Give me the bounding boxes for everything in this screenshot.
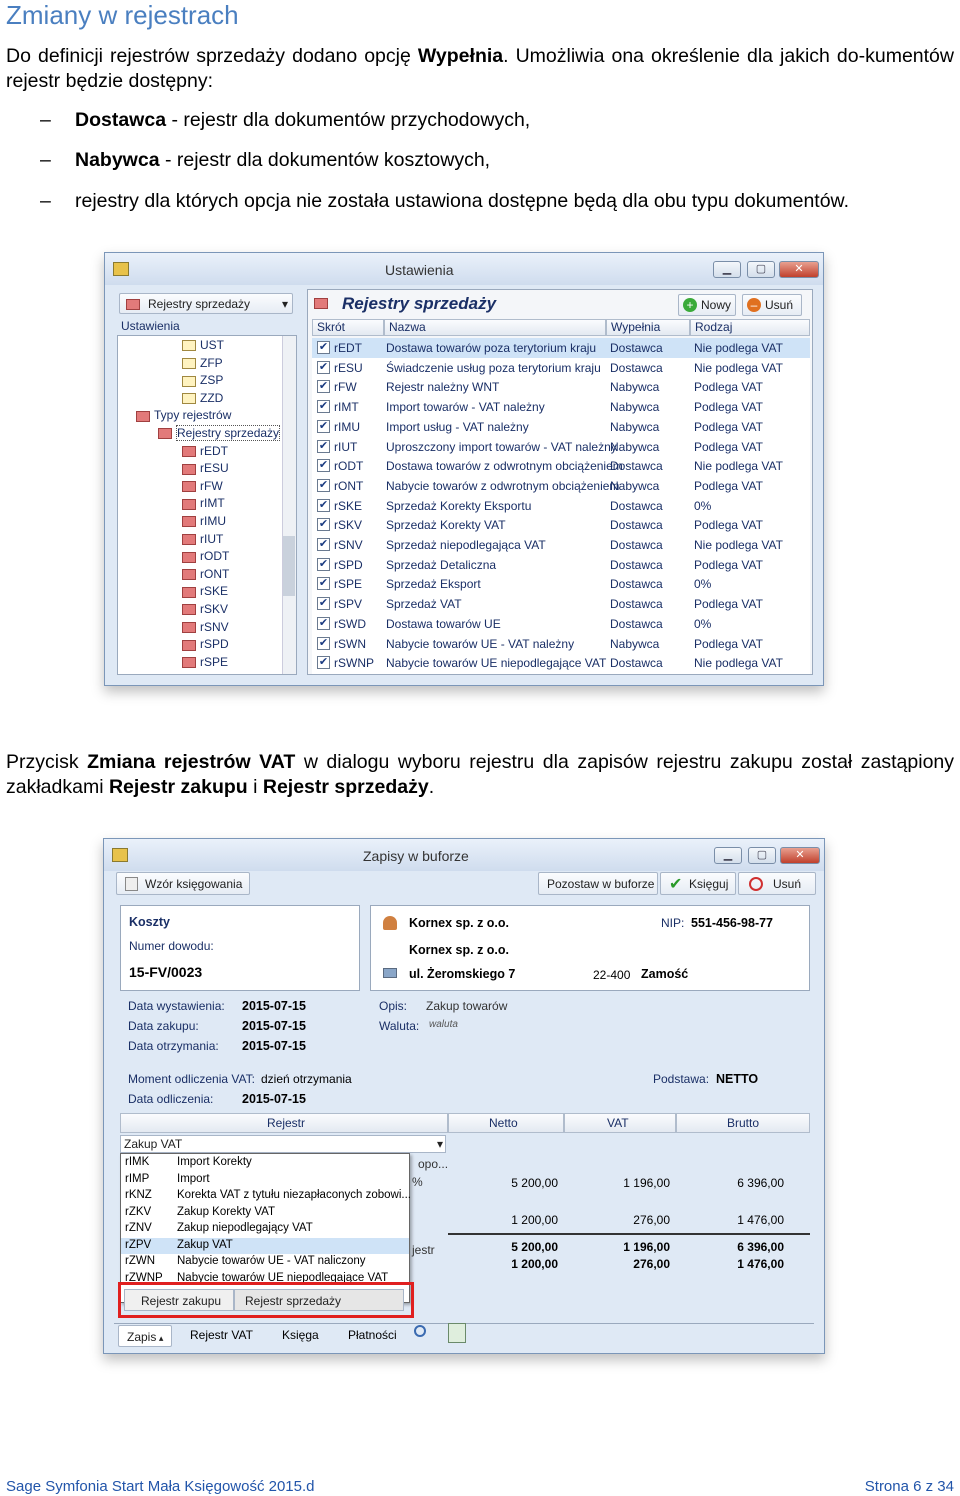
table-cell: Dostawca (610, 616, 663, 631)
dropdown-item[interactable] (121, 1254, 409, 1271)
register-icon (182, 516, 196, 527)
table-cell: Sprzedaż Korekty Eksportu (386, 498, 532, 513)
table-cell: Dostawca (610, 656, 663, 671)
table-cell: rSWD (334, 616, 366, 631)
footer-right: Strona 6 z 34 (864, 1478, 954, 1495)
checkbox[interactable]: ✔ (318, 616, 329, 629)
nip-value: 551-456-98-77 (691, 916, 774, 930)
dropdown-cell: rIMK (125, 1156, 150, 1168)
table-cell: Nabywca (610, 400, 660, 415)
dropdown-cell: Zakup VAT (177, 1238, 233, 1251)
registers-table (312, 338, 810, 674)
second-paragraph: Przycisk Zmiana rejestrów VAT w dialogu wyboru rejestru dla zapisów rejestru zakupu został zastąpiony zakładkami Rejestr zakupu i Rejestr sprzedaży. (6, 751, 955, 798)
window-title: Zapisy w buforze (363, 848, 469, 864)
tree-item[interactable]: Rejestry sprzedaży (158, 426, 280, 440)
close-button[interactable]: ✕ (779, 261, 819, 278)
basis-value[interactable]: NETTO (716, 1072, 759, 1086)
table-cell: rSKV (334, 518, 363, 533)
tree-item[interactable]: rIMU (182, 514, 226, 528)
tree-item[interactable]: UST (182, 338, 224, 352)
table-row[interactable] (312, 397, 810, 417)
dropdown-cell: rZKV (125, 1205, 152, 1218)
doc-number-label: Numer dowodu: (129, 939, 214, 953)
table-cell: rODT (334, 459, 364, 474)
posting-template-button[interactable]: Wzór księgowania (116, 872, 250, 895)
dropdown-item[interactable] (121, 1155, 409, 1172)
table-cell: rSWN (334, 636, 366, 651)
table-cell: rIUT (334, 439, 358, 454)
brutto-total: 1 476,00 (737, 1257, 784, 1271)
tree-scrollbar[interactable] (282, 336, 296, 674)
minimize-button[interactable]: ▁ (713, 261, 741, 278)
checkbox[interactable]: ✔ (318, 498, 329, 511)
template-icon (125, 877, 138, 891)
chevron-down-icon: ▾ (281, 297, 288, 311)
postal-code: 22-400 (593, 968, 631, 982)
dropdown-item[interactable] (121, 1221, 409, 1238)
description-value: Zakup towarów (426, 999, 508, 1013)
table-cell: Dostawa towarów poza terytorium kraju (386, 341, 597, 355)
cancel-icon (749, 877, 763, 891)
register-icon (314, 298, 328, 309)
table-cell: Podlega VAT (694, 419, 763, 434)
currency-label: Waluta: (379, 1019, 420, 1033)
checkbox[interactable]: ✔ (318, 577, 329, 590)
checkbox[interactable]: ✔ (318, 478, 329, 491)
table-row[interactable] (312, 476, 810, 496)
table-cell: rEDT (334, 341, 362, 355)
tab-entry[interactable]: Zapis ▴ (118, 1325, 172, 1347)
checkbox[interactable]: ✔ (318, 538, 329, 550)
table-cell: Dostawca (610, 597, 663, 612)
table-cell: rIMU (334, 419, 360, 434)
vat-total: 1 196,00 (623, 1240, 670, 1254)
new-button[interactable]: + Nowy (678, 294, 736, 316)
table-cell: 0% (694, 616, 712, 631)
document-panel (120, 905, 360, 991)
table-cell: rESU (334, 360, 363, 375)
table-row[interactable] (312, 653, 810, 673)
table-cell: rSPE (334, 577, 363, 592)
purchase-date-label: Data zakupu: (128, 1019, 199, 1033)
table-cell: Sprzedaż VAT (386, 597, 462, 612)
table-row[interactable] (312, 614, 810, 634)
table-cell: Nie podlega VAT (694, 360, 783, 375)
check-icon: ✔ (669, 876, 683, 893)
table-cell: Nie podlega VAT (694, 656, 783, 671)
document-type: Koszty (129, 915, 170, 929)
table-cell: Podlega VAT (694, 400, 763, 415)
table-cell: Sprzedaż niepodlegająca VAT (386, 538, 546, 552)
leave-in-buffer-button[interactable]: Pozostaw w buforze (538, 872, 658, 895)
contractor-name: Kornex sp. z o.o. (409, 916, 510, 930)
table-row[interactable] (312, 437, 810, 457)
maximize-button[interactable]: ▢ (747, 261, 775, 278)
deduction-date-label: Data odliczenia: (128, 1092, 214, 1106)
register-combo[interactable]: Rejestry sprzedaży ▾ (119, 293, 293, 314)
table-row[interactable] (312, 338, 810, 358)
table-cell: Uproszczony import towarów - VAT należny (386, 439, 617, 454)
col-header-netto[interactable]: Netto (448, 1113, 564, 1133)
dropdown-cell: rKNZ (125, 1189, 152, 1201)
brutto-total: 6 396,00 (737, 1240, 784, 1254)
table-cell: rSPD (334, 557, 363, 572)
tab-sales-register[interactable]: Rejestr sprzedaży (234, 1289, 404, 1311)
street: ul. Żeromskiego 7 (409, 967, 516, 981)
delete-button[interactable]: Usuń (738, 872, 816, 895)
table-cell: Sprzedaż Korekty VAT (386, 518, 506, 533)
table-cell: Dostawca (610, 557, 663, 572)
checkbox[interactable]: ✔ (318, 439, 329, 452)
dropdown-cell: Zakup Korekty VAT (177, 1205, 275, 1218)
checkbox[interactable]: ✔ (318, 636, 329, 649)
tree-item[interactable]: rSPE (182, 655, 228, 669)
table-cell: Nabywca (610, 380, 660, 395)
cell-fragment: % (412, 1175, 423, 1189)
tree-item[interactable]: rIMT (182, 496, 225, 510)
col-header-rodzaj[interactable]: Rodzaj (690, 319, 810, 336)
contractor-fullname: Kornex sp. z o.o. (409, 943, 510, 957)
table-cell: Nabywca (610, 636, 660, 651)
purchase-date: 2015-07-15 (242, 1019, 306, 1033)
table-cell: Dostawca (610, 518, 663, 533)
maximize-button[interactable]: ▢ (748, 847, 776, 864)
minus-icon: – (747, 298, 761, 312)
table-row[interactable] (312, 594, 810, 614)
register-dropdown (120, 1153, 410, 1303)
table-cell: rFW (334, 380, 357, 395)
tree-item[interactable]: rEDT (182, 444, 228, 458)
page-heading: Zmiany w rejestrach (6, 0, 239, 30)
checkbox[interactable]: ✔ (318, 400, 329, 413)
dropdown-cell: rZWNP (125, 1271, 163, 1284)
dropdown-cell: rZPV (125, 1238, 152, 1251)
register-icon (182, 464, 196, 475)
checkbox[interactable]: ✔ (318, 360, 329, 373)
col-header-nazwa[interactable]: Nazwa (384, 319, 606, 336)
checkbox[interactable]: ✔ (318, 341, 329, 353)
vat-cell: 276,00 (633, 1213, 670, 1227)
document-icon (182, 340, 196, 351)
dropdown-cell: Import (177, 1172, 210, 1185)
tab-payments[interactable]: Płatności (348, 1328, 397, 1342)
panel-title: Rejestry sprzedaży (342, 294, 497, 313)
tab-vat-register[interactable]: Rejestr VAT (190, 1328, 253, 1342)
table-row[interactable] (312, 535, 810, 555)
table-cell: rONT (334, 478, 364, 493)
receipt-date-label: Data otrzymania: (128, 1039, 219, 1053)
checkbox[interactable]: ✔ (318, 557, 329, 570)
table-cell: 0% (694, 577, 712, 592)
vat-total: 276,00 (633, 1257, 670, 1271)
buffer-window (103, 838, 825, 1354)
table-cell: rSWNP (334, 656, 374, 671)
cell-fragment: jestr (412, 1243, 435, 1257)
checkbox[interactable]: ✔ (318, 656, 329, 669)
register-icon (182, 534, 196, 545)
table-cell: Dostawa towarów z odwrotnym obciążeniem (386, 459, 623, 474)
register-icon (182, 657, 196, 668)
notes-icon[interactable] (448, 1323, 466, 1343)
intro-paragraph: Do definicji rejestrów sprzedaży dodano opcję Wypełnia. Umożliwia ona określenie dla jakich do-kumentów rejestr będzie dostępny: (6, 45, 954, 92)
vat-moment[interactable]: dzień otrzymania (261, 1072, 352, 1086)
netto-cell: 5 200,00 (511, 1176, 558, 1190)
tree-item[interactable]: rSPD (182, 637, 229, 651)
checkbox[interactable]: ✔ (318, 459, 329, 472)
close-button[interactable]: ✕ (780, 847, 820, 864)
register-icon (136, 411, 150, 422)
col-header-wypelnia[interactable]: Wypełnia (606, 319, 690, 336)
register-icon (158, 428, 172, 439)
tab-purchase-register[interactable]: Rejestr zakupu (124, 1289, 234, 1311)
register-icon (182, 552, 196, 563)
register-icon (182, 640, 196, 651)
table-row[interactable] (312, 417, 810, 437)
chevron-down-icon: ▾ (436, 1137, 443, 1151)
settings-window (104, 252, 824, 686)
dropdown-cell: Nabycie towarów UE - VAT naliczony (177, 1255, 366, 1267)
checkbox[interactable]: ✔ (318, 419, 329, 432)
tree-item[interactable]: rSNV (182, 620, 229, 634)
register-icon (182, 446, 196, 457)
document-icon (182, 358, 196, 369)
app-icon (113, 262, 129, 276)
dropdown-cell: rZWN (125, 1255, 156, 1267)
table-cell: Sprzedaż Eksport (386, 577, 481, 592)
settings-tree (117, 335, 297, 675)
table-cell: Dostawca (610, 498, 663, 513)
dropdown-cell: rZNV (125, 1222, 152, 1234)
footer-left: Sage Symfonia Start Mała Księgowość 2015.d (6, 1478, 315, 1495)
table-cell: Nie podlega VAT (694, 459, 783, 474)
dropdown-cell: rIMP (125, 1172, 150, 1185)
dropdown-item[interactable] (121, 1188, 409, 1205)
register-icon (126, 299, 140, 310)
tree-item[interactable]: rIUT (182, 532, 223, 546)
table-cell: Nabycie towarów UE niepodlegające VAT (386, 656, 607, 671)
table-row[interactable] (312, 358, 810, 378)
table-cell: Nabywca (610, 439, 660, 454)
issue-date: 2015-07-15 (242, 999, 306, 1013)
table-cell: Podlega VAT (694, 597, 763, 612)
tree-item[interactable]: rODT (182, 549, 229, 563)
window-title: Ustawienia (385, 262, 454, 278)
currency-value[interactable]: waluta (429, 1019, 458, 1030)
table-cell: Podlega VAT (694, 557, 763, 572)
netto-total: 1 200,00 (511, 1257, 558, 1271)
table-cell: Import towarów - VAT należny (386, 400, 545, 415)
table-cell: Nabycie towarów z odwrotnym obciążeniem (386, 478, 620, 493)
col-header-brutto[interactable]: Brutto (676, 1113, 810, 1133)
table-cell: Dostawa towarów UE (386, 616, 501, 631)
table-cell: Dostawca (610, 577, 663, 592)
dropdown-cell: Nabycie towarów UE niepodlegające VAT (177, 1271, 389, 1284)
table-cell: Rejestr należny WNT (386, 380, 500, 395)
checkbox[interactable]: ✔ (318, 380, 329, 393)
brutto-cell: 6 396,00 (737, 1176, 784, 1190)
table-cell: Import usług - VAT należny (386, 419, 529, 434)
doc-number: 15-FV/0023 (129, 964, 203, 980)
table-cell: Sprzedaż Detaliczna (386, 557, 497, 572)
post-button[interactable]: ✔ Księguj (660, 872, 736, 895)
search-icon[interactable] (414, 1325, 426, 1337)
dropdown-cell: Korekta VAT z tytułu niezapłaconych zobowi... (177, 1189, 411, 1201)
table-row[interactable] (312, 456, 810, 476)
table-cell: rSPV (334, 597, 363, 612)
delete-button[interactable]: – Usuń (742, 294, 802, 316)
register-icon (182, 587, 196, 598)
basis-label: Podstawa: (653, 1072, 710, 1086)
city: Zamość (641, 967, 689, 981)
table-row[interactable] (312, 555, 810, 575)
description-label: Opis: (379, 999, 408, 1013)
register-combo[interactable]: Zakup VAT ▾ (120, 1135, 446, 1153)
nip-label: NIP: (661, 916, 685, 930)
vat-cell: 1 196,00 (623, 1176, 670, 1190)
checkbox[interactable]: ✔ (318, 518, 329, 531)
tree-item[interactable]: ZZD (182, 391, 223, 405)
register-icon (182, 604, 196, 615)
table-cell: rIMT (334, 400, 359, 415)
scroll-thumb[interactable] (283, 536, 295, 596)
table-cell: 0% (694, 498, 712, 513)
tree-item[interactable]: ZSP (182, 373, 223, 387)
col-header-vat[interactable]: VAT (564, 1113, 676, 1133)
table-row[interactable] (312, 634, 810, 654)
app-icon (112, 848, 128, 862)
deduction-date: 2015-07-15 (242, 1092, 306, 1106)
table-cell: Podlega VAT (694, 518, 763, 533)
table-cell: Dostawca (610, 538, 663, 552)
plus-icon: + (683, 298, 697, 312)
table-cell: Podlega VAT (694, 478, 763, 493)
table-cell: Podlega VAT (694, 636, 763, 651)
contractor-panel (370, 905, 810, 991)
table-cell: Nie podlega VAT (694, 341, 783, 355)
col-header-rejestr[interactable]: Rejestr (120, 1113, 448, 1133)
document-icon (182, 376, 196, 387)
brutto-cell: 1 476,00 (737, 1213, 784, 1227)
table-cell: Nabycie towarów UE - VAT należny (386, 636, 575, 651)
person-icon (383, 916, 397, 930)
netto-cell: 1 200,00 (511, 1213, 558, 1227)
table-cell: Dostawca (610, 360, 663, 375)
title-bar (105, 253, 823, 285)
table-cell: Nabywca (610, 419, 660, 434)
table-cell: Świadczenie usług poza terytorium kraju (386, 360, 601, 375)
minimize-button[interactable]: ▁ (714, 847, 742, 864)
dropdown-item[interactable] (121, 1205, 409, 1222)
table-cell: Podlega VAT (694, 439, 763, 454)
table-cell: Dostawca (610, 459, 663, 474)
table-cell: Nie podlega VAT (694, 538, 783, 552)
registers-panel (307, 289, 813, 675)
register-icon (182, 481, 196, 492)
issue-date-label: Data wystawienia: (128, 999, 225, 1013)
dropdown-cell: Import Korekty (177, 1156, 252, 1168)
table-cell: rSNV (334, 538, 363, 552)
dropdown-cell: Zakup niepodlegający VAT (177, 1222, 313, 1234)
title-bar (104, 839, 824, 871)
tree-item[interactable]: rFW (182, 479, 223, 493)
dropdown-item[interactable] (121, 1238, 409, 1255)
tree-item[interactable]: rONT (182, 567, 229, 581)
register-icon (182, 499, 196, 510)
register-icon (182, 622, 196, 633)
receipt-date: 2015-07-15 (242, 1039, 306, 1053)
table-row[interactable] (312, 496, 810, 516)
table-row[interactable] (312, 515, 810, 535)
tree-item[interactable]: rSKV (182, 602, 228, 616)
tab-ledger[interactable]: Księga (282, 1328, 319, 1342)
table-cell: Nabywca (610, 478, 660, 493)
dropdown-item[interactable] (121, 1172, 409, 1189)
table-row[interactable] (312, 377, 810, 397)
table-cell: Podlega VAT (694, 380, 763, 395)
tree-item[interactable]: Typy rejestrów (136, 408, 231, 422)
table-row[interactable] (312, 574, 810, 594)
tree-item[interactable]: rESU (182, 461, 229, 475)
table-cell: rSKE (334, 498, 363, 513)
document-icon (182, 393, 196, 404)
tree-header: Ustawienia (121, 319, 180, 333)
cell-fragment: opo... (418, 1157, 449, 1171)
col-header-skrot[interactable]: Skrót (312, 319, 384, 336)
register-icon (182, 569, 196, 580)
vat-moment-label: Moment odliczenia VAT: (128, 1072, 255, 1086)
envelope-icon (383, 968, 397, 978)
tree-item[interactable]: ZFP (182, 356, 223, 370)
table-cell: Dostawca (610, 341, 663, 355)
checkbox[interactable]: ✔ (318, 597, 329, 610)
tree-item[interactable]: rSKE (182, 584, 228, 598)
netto-total: 5 200,00 (511, 1240, 558, 1254)
